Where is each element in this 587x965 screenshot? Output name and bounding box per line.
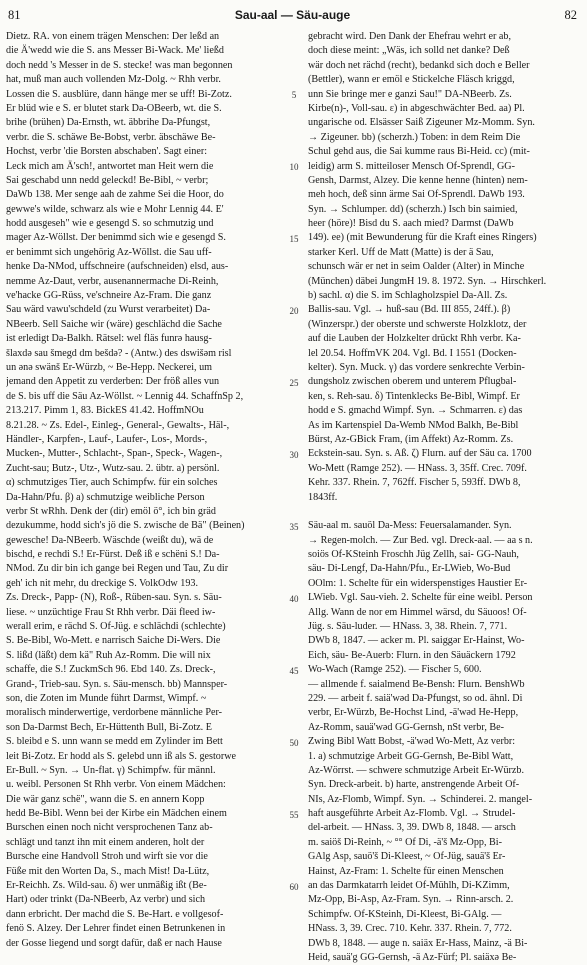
text-line: Eckstein-sau. Syn. s. Aß. ζ) Flurn. auf der Säu ca. 1700 [308,448,532,460]
text-line: werall erim, e rächd S. Of-Jüg. e schlächdi (schlechte) [6,621,226,633]
line-number: 20 [289,305,299,316]
text-line [308,505,580,519]
text-line: Allg. Wann de nor em Himmel wärsd, du Säuoos! Of- [308,606,527,618]
text-line: Hochst, verbr 'die Borsten abschaben'. Sagt einer: [6,146,208,158]
text-line: verbr. die S. schäwe Be-Bobst, verbr. äbschäwe Be- [6,131,216,143]
text-line: → Regen-molch. — Zur Bed. vgl. Dreck-aal. — aa s n. [308,534,533,546]
text-line: an das Darmkatarrh leidet Of-Mühlh, Di-KZimm, [308,880,510,892]
text-line: brihe (brühen) Da-Ernsth, wt. äbbrihe Da-Pfungst, [6,117,211,129]
text-line: NMod. Zu dir bin ich gange bei Regen und Tau, Zu dir [6,563,229,575]
text-line: Sai geschabd unn nedd geleckd! Be-Bibl, ~ verbr; [6,174,209,186]
text-line: Grand-, Trieb-sau. Syn. s. Säu-mensch. bb) Mannsper- [6,678,228,690]
text-line: (Bettler), wann er emöl e Stickelche Fläsch kriggd, [308,74,515,86]
text-line: Kirbe(n)-, Voll-sau. ε) in abgeschwächter Bed. aa) Pl. [308,102,525,114]
text-line: Da-Hahn/Pfu. β) a) schmutzige weibliche Person [6,491,205,503]
text-line: NIs, Az-Flomb, Wimpf. Syn. → Schinderei. 2. mangel- [308,793,533,805]
text-line: 213.217. Pimm 1, 83. BickES 41.42. HoffmNOu [6,405,204,417]
text-line: wär doch net rächd (recht), bedankd sich doch e Beller [308,59,530,71]
text-line: 149). ee) (mit Bewunderung für die Kraft eines Ringers) [308,232,537,244]
text-line: soiös Of-KSteinh Froschh Jüg Zellh, sai- GG-Nauh, [308,549,519,561]
text-line: HNass. 3, 39. Crec. 710. Kehr. 337. Rhein. 7, 772. [308,923,512,935]
page-header [6,8,579,24]
text-line: Bürst, Az-GBick Fram, (im Affekt) Az-Romm. Zs. [308,433,514,445]
text-line: auf die Lauben der Holzkelter drückt Rhh verbr. Ka- [308,333,521,345]
text-line: Säu-aal m. sauöl Da-Mess: Feuersalamander. Syn. [308,520,512,532]
text-line: nemme Az-Daut, verbr, ausenannermache Di-Reinh, [6,275,219,287]
left-column [6,30,282,951]
text-line: er benimmt sich ungehörig Az-Wöllst. die Sau uff- [6,246,212,258]
text-line: geh' ich nit mehr, du dreckige S. VolkOdw 193. [6,577,198,589]
text-line: Heid, sauä'g GG-Gernsh, -ä Az-Fürf; Pl. saiäxə Be- [308,952,517,963]
text-line: leit Bi-Zotz. Er hodd als S. gelebd unn iß als S. gestorwe [6,750,237,762]
page-number-left: 81 [8,8,21,22]
text-line: Eich, säu- Be-Auerb: Flurn. in den Säuäckern 1792 [308,649,516,661]
text-line: DWb 8, 1848. — auge n. saiäx Er-Hass, Mainz, -ä Bi- [308,937,528,949]
text-line: un ənə swänš Er-Würzb, ~ Be-Hepp. Neckerei, um [6,361,213,373]
text-line: Mz-Opp, Bi-Asp, Az-Fram. Syn. → Rinn-arsch. 2. [308,894,514,906]
text-line: Zwing Bibl Watt Bobst, -ä'wəd Wo-Mett, Az verbr: [308,736,516,748]
right-column [308,30,580,965]
text-line: Leck mich am Ä'sch!, antwortet man Heit wern die [6,160,214,172]
text-line: Schimpfw. Of-KSteinh, Di-Kleest, Bi-GAlg. — [308,908,502,920]
text-line: Bursche eine Handvoll Stroh und wirft sie vor die [6,851,208,863]
text-line: (Winzerspr.) der oberste und schwerste Holzklotz, der [308,318,527,330]
line-number: 30 [289,449,299,460]
text-line: Mucken-, Mutter-, Schlacht-, Span-, Speck-, Wagen-, [6,448,223,460]
text-line: Az-Romm, sauä'wəd GG-Gernsh, nSt verbr, Be- [308,721,504,733]
text-line: 1. a) schmutzige Arbeit GG-Gernsh, Be-Bibl Watt, [308,750,514,762]
text-line: starker Kerl. Uff de Matt (Matte) is der ä Sau, [308,246,494,258]
line-number: 10 [289,161,299,172]
text-line: gewwe's wilde, schwarz als wie e Mohr Lennig 44. E' [6,203,224,215]
text-line: 8.21.28. ~ Zs. Edel-, Einleg-, General-, Gewalts-, Häl-, [6,419,230,431]
text-line: Gensh, Darmst, Alzey. Die kenne henne (hinten) nem- [308,174,528,186]
text-line: Burschen einen noch nicht versprochenen Tanz ab- [6,822,213,834]
text-line: hodd ausgeseh" wie e gesengd S. so schmutzig und [6,218,214,230]
text-line: mager Az-Wöllst. Der benimmd sich wie e gesengd S. [6,232,226,244]
line-number: 55 [289,809,299,820]
line-number: 50 [289,737,299,748]
line-number: 15 [289,233,299,244]
text-line: u. weibl. Personen St Rhh verbr. Von einem Mädchen: [6,779,226,791]
text-line: dezukumme, hodd sich's jö die S. zwische de Bä" (Beinen) [6,520,245,532]
text-line: Händler-, Karpfen-, Lauf-, Laufer-, Los-, Mords-, [6,433,208,445]
text-line: GAlg Asp, sauö'š Di-Kleest, ~ Of-Jüg, sauä'š Er- [308,851,506,863]
text-line: der Gosse liegend und sorgt dafür, daß er nach Hause [6,937,222,949]
text-line: šlaxdə sau šmegd dm bešdə? - (Antw.) des dswišəm risl [6,347,232,359]
text-line: unn Sie bringe mer e ganzi Sau!" DA-NBeerb. Zs. [308,88,512,100]
text-line: kelter). Syn. Muck. γ) das vordere senkrechte Verbin- [308,361,525,373]
text-line: Jüg. s. Säu-luder. — HNass. 3, 38. Rhein. 7, 771. [308,621,508,633]
text-line: gebracht wird. Den Dank der Ehefrau wehrt er ab, [308,31,511,42]
text-line: → Zigeuner. bb) (scherzh.) Toben: in dem Reim Die [308,131,521,143]
text-line: S. bleibd e S. unn wann se medd em Zylinder im Bett [6,736,223,748]
text-line: henke Da-NMod, uffschneire (aufschneiden) elsd, aus- [6,261,229,273]
text-line: die Ä'wedd wie die S. ans Messer Bi-Wack. Me' ließd [6,45,224,57]
text-line: Syn. → Schlumper. dd) (scherzh.) Isch bin saimied, [308,203,518,215]
running-title: Sau-aal — Säu-auge [234,8,351,22]
text-line: hodd e S. gmachd Wimpf. Syn. → Schmarren. ε) das [308,405,523,417]
text-line: verbr St wRhh. Denk der (dir) emöl ö°, ich bin gräd [6,505,216,517]
text-line: LWieb. Vgl. Sau-vieh. 2. Schelte für eine weibl. Person [308,592,533,604]
text-line: NBeerb. Sell Saiche wir (wäre) geschlächd die Sache [6,318,222,330]
text-line: (München) däbei JungmH 19. 8. 1972. Syn. → Hirschkerl. [308,275,547,287]
line-number: 40 [289,593,299,604]
line-number: 25 [289,377,299,388]
text-line: Wo-Mett (Ramge 252). — HNass. 3, 35ff. Crec. 709f. [308,462,527,474]
text-line: Dietz. RA. von einem trägen Menschen: Der leßd an [6,31,220,42]
line-number: 60 [289,881,299,892]
text-line: 229. — arbeit f. saiä'wəd Da-Pfungst, so od. ähnl. Di [308,692,523,704]
text-line: As im Kartenspiel Da-Wemb NMod Balkh, Be-Bibl [308,419,519,431]
text-line: Wo-Wach (Ramge 252). — Fischer 5, 600. [308,664,482,676]
text-line: Füße mit den Worten Da, S., mach Mist! Da-Lütz, [6,865,210,877]
text-line: — allmende f. saialmend Be-Bensh: Flurn. BenshWb [308,678,525,690]
line-number: 35 [289,521,299,532]
text-line: DaWb 138. Mer senge aah de zahme Sei die Hoor, do [6,189,224,201]
text-line: gewesche! Da-NBeerb. Wäschde (weißt du), wä de [6,534,214,546]
text-line: Er-Bull. ~ Syn. → Un-flat. γ) Schimpfw. für männl. [6,764,216,776]
text-line: Zs. Dreck-, Papp- (N), Roß-, Rüben-sau. Syn. s. Säu- [6,592,222,604]
text-line: b) sachl. α) die S. im Schlagholzspiel Da-All. Zs. [308,290,508,302]
text-line: 1843ff. [308,491,338,503]
text-line: ist erledigt Da-Balkh. Rätsel: wel fläs funrə hausg- [6,333,212,345]
text-line: dungsholz zwischen oberem und unterem Pflugbal- [308,376,517,388]
text-line: doch diese meint: „Wäs, ich solld net danke? Deß [308,45,510,57]
text-line: verbr, Er-Würzb, Be-Hochst Lind, -ä'wəd He-Hepp, [308,707,519,719]
text-line: meh hoch, deß sinn ärme Sai Of-Sprendl. DaWb 193. [308,189,525,201]
text-line: schunsch wär er net in seim Oalder (Alter) in Minche [308,261,525,273]
text-line: son Da-Darmst Bech, Er-Hüttenth Bull, Bi-Zotz. E [6,721,212,733]
text-line: Hainst, Az-Fram: 1. Schelte für einen Menschen [308,865,504,877]
text-line: lel 20.54. HoffmVK 204. Vgl. Bd. I 1551 (Docken- [308,347,517,359]
text-line: ungarische od. Elsässer Saiß Zigeuner Mz-Momm. Syn. [308,117,535,129]
text-line: haft ausgeführte Arbeit Az-Flomb. Vgl. → Strudel- [308,808,516,820]
text-line: heer (höre)! Bisd du S. aach mied? Darmst (DaWb [308,218,514,230]
line-number: 45 [289,665,299,676]
text-line: de S. bis uff die Säu Az-Wöllst. ~ Lennig 44. SchaffnSp 2, [6,390,244,402]
text-line: Schul gehd aus, die Sai kumme raus Bi-Heid. cc) (mit- [308,146,530,158]
text-line: α) schmutziges Tier, auch Schimpfw. für ein solches [6,477,218,489]
text-line: Syn. Dreck-arbeit. b) harte, anstrengende Arbeit Of- [308,779,520,791]
text-line: ken, s. Reh-sau. δ) Tintenklecks Be-Bibl, Wimpf. Er [308,390,520,402]
text-line: schlägt und tanzt ihn mit einem anderen, holt der [6,836,205,848]
text-line: moralisch minderwertige, verdorbene männliche Per- [6,707,222,719]
text-line: schaffe, die S.! ZuckmSch 96. Ebd 140. Zs. Dreck-, [6,664,216,676]
text-line: Er blüd wie e S. er blutet stark Da-OBeerb, wt. die S. [6,102,222,114]
page-number-right: 82 [564,8,577,22]
text-line: Sau wärd vawu'schdeld (zu Wurst verarbeitet) Da- [6,304,211,316]
text-line: Az-Wörrst. — schwere schmutzige Arbeit Er-Würzb. [308,764,524,776]
text-line: Die wär ganz schë", wann die S. en annern Kopp [6,793,205,805]
text-line: S. lißd (läßt) dem kä" Ruh Az-Romm. Die will nix [6,649,211,661]
text-line: liese. ~ unzüchtige Frau St Rhh verbr. Däi fleed iw- [6,606,216,618]
text-line: m. saiöš Di-Reinh, ~ °° Of Di, -ä'š Mz-Opp, Bi- [308,836,502,848]
text-line: Ballis-sau. Vgl. → huß-sau (Bd. III 855, 24ff.). β) [308,304,511,316]
text-line: S. Be-Bibl, Wo-Mett. e narrisch Saiche Di-Wers. Die [6,635,221,647]
text-line: OOlm: 1. Schelte für ein widerspenstiges Haustier Er- [308,577,528,589]
text-line: Er-Reichh. Zs. Wild-sau. δ) wer unmäßig ißt (Be- [6,880,207,892]
text-line: Lossen die S. ausblüre, dann hänge mer se uff! Bi-Zotz. [6,88,232,100]
line-number: 5 [291,89,297,100]
text-line: leidig) arm S. mitteiloser Mensch Of-Sprendl, GG- [308,160,515,172]
text-line: son, die Zoten im Munde führt Darmst, Wimpf. ~ [6,692,207,704]
text-line: jemand den Appetit zu verderben: Der fröß alles vun [6,376,220,388]
text-line: säu- Di-Lengf, Da-Hahn/Pfu., Er-LWieb, Wo-Bud [308,563,511,575]
text-line: fenö S. Alzey. Der Lehrer findet einen Betrunkenen in [6,923,226,935]
text-line: hedd Be-Bibl. Wenn bei der Kirbe ein Mädchen einem [6,808,227,820]
text-line: ve'hacke GG-Rüss, ve'schneire Az-Fram. Die ganz [6,290,212,302]
text-line: Hart) oder trinkt (Da-NBeerb, Az verbr) und sich [6,894,206,906]
text-line: Zucht-sau; Butz-, Utz-, Wutz-sau. 2. übtr. a) persönl. [6,462,220,474]
text-line: dann erbricht. Der machd die S. Be-Hart. e vollgesof- [6,908,224,920]
text-line: bischd, e rechdi S.! Er-Fürst. Deß iß e schëni S.! Da- [6,549,220,561]
text-line: doch nedd 's Messer in de S. stecke! was man begonnen [6,59,233,71]
text-line: hat, muß man auch vollenden Mz-Dolg. ~ Rhh verbr. [6,74,221,86]
text-line: Kehr. 337. Rhein. 7, 762ff. Fischer 5, 593ff. DWb 8, [308,477,521,489]
text-line: DWb 8, 1847. — acker m. Pl. saiggər Er-Hainst, Wo- [308,635,525,647]
text-line: del-arbeit. — HNass. 3, 39. DWb 8, 1848. — arsch [308,822,516,834]
